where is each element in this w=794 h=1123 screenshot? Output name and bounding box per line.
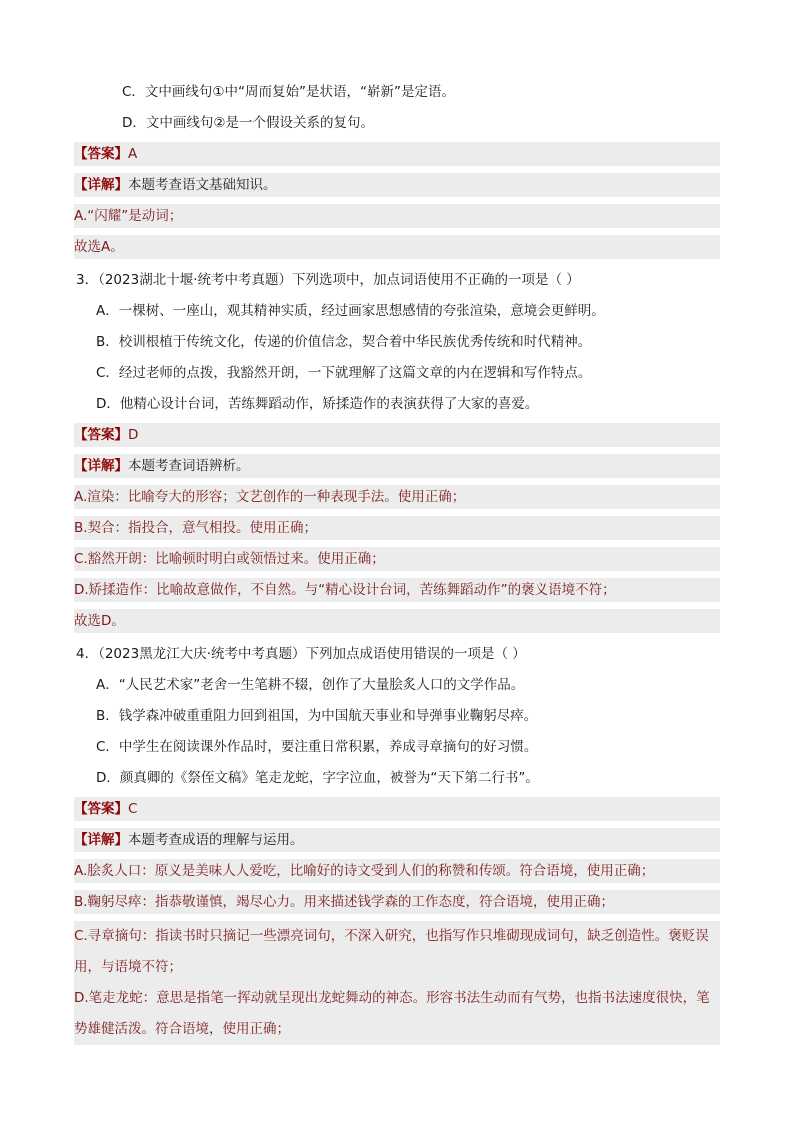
question-3-answer (74, 423, 720, 447)
question-4-detail (74, 828, 720, 852)
question-3-conclusion: 故选D。 (74, 609, 720, 633)
answer-row (74, 142, 720, 166)
question-4-option-a: A．“人民艺术家”老舍一生笔耕不辍，创作了大量脍炙人口的文学作品。 (96, 677, 525, 693)
answer-label: 【答案】 (74, 801, 128, 817)
detail-label: 【详解】 (74, 832, 128, 848)
detail-label: 【详解】 (74, 177, 128, 193)
question-4-explain-b: B.鞠躬尽瘁：指恭敬谨慎，竭尽心力。用来描述钱学森的工作态度，符合语境，使用正确； (74, 890, 720, 914)
question-3-explain-d: D.矫揉造作：比喻故意做作，不自然。与“精心设计台词，苦练舞蹈动作”的褒义语境不符； (74, 578, 720, 602)
answer-label: 【答案】 (74, 427, 128, 443)
question-4-explain-d: D.笔走龙蛇：意思是指笔一挥动就呈现出龙蛇舞动的神态。形容书法生动而有气势，也指书法速度很快，笔势雄健活泼。符合语境，使用正确； (74, 983, 720, 1045)
detail-text: 本题考查成语的理解与运用。 (128, 832, 304, 848)
question-3-option-b: B．校训根植于传统文化，传递的价值信念，契合着中华民族优秀传统和时代精神。 (96, 334, 592, 350)
question-3-detail (74, 454, 720, 478)
answer-value: D (128, 427, 139, 443)
detail-label: 【详解】 (74, 458, 128, 474)
conclusion-line: 故选A。 (74, 235, 720, 259)
question-3-option-c: C．经过老师的点拨，我豁然开朗，一下就理解了这篇文章的内在逻辑和写作特点。 (96, 365, 592, 381)
question-4-explain-a: A.脍炙人口：原义是美味人人爱吃，比喻好的诗文受到人们的称赞和传颂。符合语境，使用正确； (74, 859, 720, 883)
question-4-option-d: D．颜真卿的《祭侄文稿》笔走龙蛇，字字泣血，被誉为“天下第二行书”。 (96, 770, 539, 786)
answer-label: 【答案】 (74, 146, 128, 162)
question-3-option-a: A．一棵树、一座山，观其精神实质，经过画家思想感情的夸张渲染，意境会更鲜明。 (96, 303, 605, 319)
question-4-option-c: C．中学生在阅读课外作品时，要注重日常积累，养成寻章摘句的好习惯。 (96, 739, 538, 755)
question-3-option-d: D．他精心设计台词，苦练舞蹈动作，矫揉造作的表演获得了大家的喜爱。 (96, 396, 539, 412)
answer-value: A (128, 146, 138, 162)
question-3-explain-c: C.豁然开朗：比喻顿时明白或领悟过来。使用正确； (74, 547, 720, 571)
prev-option-d: D．文中画线句②是一个假设关系的复句。 (122, 115, 374, 131)
detail-text: 本题考查语文基础知识。 (128, 177, 277, 193)
answer-value: C (128, 801, 138, 817)
question-3-explain-a: A.渲染：比喻夸大的形容；文艺创作的一种表现手法。使用正确； (74, 485, 720, 509)
question-3-explain-b: B.契合：指投合，意气相投。使用正确； (74, 516, 720, 540)
question-4-answer (74, 797, 720, 821)
question-3-stem: 3．（2023湖北十堰·统考中考真题）下列选项中，加点词语使用不正确的一项是（ ） (76, 272, 580, 288)
detail-row (74, 173, 720, 197)
question-4-explain-c: C.寻章摘句：指读书时只摘记一些漂亮词句，不深入研究，也指写作只堆砌现成词句，缺乏创造性。褒贬误用，与语境不符； (74, 921, 720, 983)
question-4-stem: 4．（2023黑龙江大庆·统考中考真题）下列加点成语使用错误的一项是（ ） (76, 646, 526, 662)
question-4-option-b: B．钱学森冲破重重阻力回到祖国，为中国航天事业和导弹事业鞠躬尽瘁。 (96, 708, 538, 724)
explanation-line: A.“闪耀”是动词； (74, 204, 720, 228)
prev-option-c: C．文中画线句①中“周而复始”是状语，“崭新”是定语。 (122, 84, 456, 100)
detail-text: 本题考查词语辨析。 (128, 458, 250, 474)
